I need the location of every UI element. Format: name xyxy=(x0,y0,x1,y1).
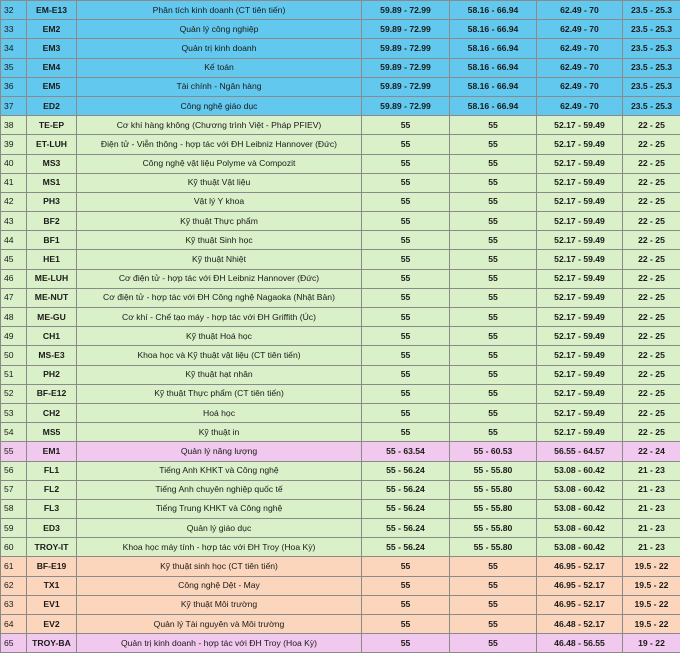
score-range-4: 22 - 25 xyxy=(623,250,680,269)
table-row xyxy=(1,423,680,442)
score-range-1: 55 xyxy=(362,173,450,192)
score-range-4: 21 - 23 xyxy=(623,538,680,557)
score-range-3: 46.95 - 52.17 xyxy=(537,576,623,595)
score-range-3: 46.95 - 52.17 xyxy=(537,595,623,614)
program-name: Tiếng Anh KHKT và Công nghệ xyxy=(77,461,362,480)
program-name: Quản lý công nghiệp xyxy=(77,20,362,39)
score-range-1: 55 xyxy=(362,231,450,250)
program-name: Tiếng Anh chuyên nghiệp quốc tế xyxy=(77,480,362,499)
score-range-3: 52.17 - 59.49 xyxy=(537,192,623,211)
program-name: Công nghệ vật liệu Polyme và Compozit xyxy=(77,154,362,173)
program-name: Kỹ thuật Thực phẩm xyxy=(77,212,362,231)
score-range-2: 55 - 60.53 xyxy=(450,442,537,461)
table-row xyxy=(1,403,680,422)
table-row xyxy=(1,595,680,614)
score-range-3: 52.17 - 59.49 xyxy=(537,269,623,288)
program-name: Kế toán xyxy=(77,58,362,77)
score-range-3: 62.49 - 70 xyxy=(537,39,623,58)
score-range-3: 62.49 - 70 xyxy=(537,77,623,96)
score-range-1: 55 xyxy=(362,365,450,384)
program-code: PH2 xyxy=(27,365,77,384)
score-range-3: 62.49 - 70 xyxy=(537,1,623,20)
score-range-4: 22 - 25 xyxy=(623,346,680,365)
score-range-2: 55 xyxy=(450,288,537,307)
score-range-3: 46.48 - 56.55 xyxy=(537,634,623,653)
score-range-1: 59.89 - 72.99 xyxy=(362,1,450,20)
program-name: Quản lý năng lượng xyxy=(77,442,362,461)
score-range-1: 55 xyxy=(362,346,450,365)
score-range-3: 52.17 - 59.49 xyxy=(537,423,623,442)
score-range-4: 23.5 - 25.3 xyxy=(623,96,680,115)
score-range-4: 21 - 23 xyxy=(623,480,680,499)
score-range-3: 62.49 - 70 xyxy=(537,58,623,77)
program-name: Khoa học máy tính - hợp tác với ĐH Troy (Hoa Kỳ) xyxy=(77,538,362,557)
table-row xyxy=(1,116,680,135)
score-range-1: 55 xyxy=(362,615,450,634)
score-range-3: 52.17 - 59.49 xyxy=(537,288,623,307)
program-code: MS3 xyxy=(27,154,77,173)
program-code: TROY-IT xyxy=(27,538,77,557)
score-range-2: 55 xyxy=(450,269,537,288)
score-range-3: 52.17 - 59.49 xyxy=(537,231,623,250)
score-range-2: 55 - 55.80 xyxy=(450,519,537,538)
program-code: PH3 xyxy=(27,192,77,211)
row-number: 49 xyxy=(1,327,27,346)
row-number: 54 xyxy=(1,423,27,442)
row-number: 38 xyxy=(1,116,27,135)
table-row xyxy=(1,365,680,384)
program-name: Cơ khí - Chế tạo máy - hợp tác với ĐH Griffith (Úc) xyxy=(77,308,362,327)
score-range-2: 58.16 - 66.94 xyxy=(450,20,537,39)
score-range-4: 22 - 25 xyxy=(623,384,680,403)
score-range-4: 19.5 - 22 xyxy=(623,557,680,576)
row-number: 59 xyxy=(1,519,27,538)
score-range-1: 55 - 56.24 xyxy=(362,499,450,518)
score-range-3: 53.08 - 60.42 xyxy=(537,480,623,499)
score-range-4: 22 - 25 xyxy=(623,192,680,211)
score-range-1: 55 - 56.24 xyxy=(362,480,450,499)
score-range-4: 23.5 - 25.3 xyxy=(623,20,680,39)
score-range-3: 53.08 - 60.42 xyxy=(537,461,623,480)
row-number: 33 xyxy=(1,20,27,39)
program-name: Tài chính - Ngân hàng xyxy=(77,77,362,96)
program-name: Tiếng Trung KHKT và Công nghệ xyxy=(77,499,362,518)
row-number: 65 xyxy=(1,634,27,653)
row-number: 46 xyxy=(1,269,27,288)
table-row xyxy=(1,154,680,173)
score-range-1: 55 xyxy=(362,250,450,269)
row-number: 42 xyxy=(1,192,27,211)
score-range-2: 55 xyxy=(450,365,537,384)
table-row xyxy=(1,192,680,211)
row-number: 64 xyxy=(1,615,27,634)
score-range-3: 52.17 - 59.49 xyxy=(537,154,623,173)
score-range-4: 21 - 23 xyxy=(623,499,680,518)
score-range-3: 52.17 - 59.49 xyxy=(537,327,623,346)
table-row xyxy=(1,442,680,461)
score-range-2: 55 xyxy=(450,231,537,250)
score-range-4: 22 - 25 xyxy=(623,154,680,173)
row-number: 40 xyxy=(1,154,27,173)
table-row xyxy=(1,288,680,307)
score-range-2: 55 xyxy=(450,308,537,327)
score-range-2: 55 - 55.80 xyxy=(450,499,537,518)
score-range-1: 55 xyxy=(362,308,450,327)
score-range-1: 55 xyxy=(362,269,450,288)
score-range-2: 55 xyxy=(450,116,537,135)
score-range-4: 22 - 25 xyxy=(623,212,680,231)
row-number: 47 xyxy=(1,288,27,307)
row-number: 51 xyxy=(1,365,27,384)
program-code: EM2 xyxy=(27,20,77,39)
table-row xyxy=(1,327,680,346)
program-code: EM-E13 xyxy=(27,1,77,20)
program-code: EV2 xyxy=(27,615,77,634)
score-range-2: 55 - 55.80 xyxy=(450,461,537,480)
score-range-1: 59.89 - 72.99 xyxy=(362,96,450,115)
program-code: ED2 xyxy=(27,96,77,115)
program-name: Cơ khí hàng không (Chương trình Việt - Pháp PFIEV) xyxy=(77,116,362,135)
score-range-1: 59.89 - 72.99 xyxy=(362,39,450,58)
table-row xyxy=(1,250,680,269)
program-code: BF1 xyxy=(27,231,77,250)
program-code: MS-E3 xyxy=(27,346,77,365)
score-range-2: 58.16 - 66.94 xyxy=(450,77,537,96)
score-range-3: 52.17 - 59.49 xyxy=(537,173,623,192)
table-row xyxy=(1,384,680,403)
score-range-4: 22 - 24 xyxy=(623,442,680,461)
score-range-1: 55 - 56.24 xyxy=(362,519,450,538)
score-range-2: 58.16 - 66.94 xyxy=(450,58,537,77)
program-code: ET-LUH xyxy=(27,135,77,154)
score-range-2: 55 xyxy=(450,595,537,614)
program-code: EM4 xyxy=(27,58,77,77)
score-range-4: 19.5 - 22 xyxy=(623,615,680,634)
score-range-2: 55 xyxy=(450,384,537,403)
table-row xyxy=(1,615,680,634)
score-range-4: 22 - 25 xyxy=(623,327,680,346)
row-number: 32 xyxy=(1,1,27,20)
score-range-1: 55 xyxy=(362,288,450,307)
program-code: ME-GU xyxy=(27,308,77,327)
program-name: Phân tích kinh doanh (CT tiên tiến) xyxy=(77,1,362,20)
score-range-3: 46.48 - 52.17 xyxy=(537,615,623,634)
table-row xyxy=(1,538,680,557)
table-row xyxy=(1,461,680,480)
row-number: 63 xyxy=(1,595,27,614)
row-number: 45 xyxy=(1,250,27,269)
table-row xyxy=(1,269,680,288)
score-range-2: 58.16 - 66.94 xyxy=(450,39,537,58)
score-range-1: 55 xyxy=(362,135,450,154)
program-name: Quản lý giáo dục xyxy=(77,519,362,538)
row-number: 50 xyxy=(1,346,27,365)
score-range-3: 53.08 - 60.42 xyxy=(537,499,623,518)
program-code: BF2 xyxy=(27,212,77,231)
score-range-3: 53.08 - 60.42 xyxy=(537,538,623,557)
program-code: FL1 xyxy=(27,461,77,480)
table-row xyxy=(1,231,680,250)
score-range-3: 52.17 - 59.49 xyxy=(537,365,623,384)
program-name: Kỹ thuật Hoá học xyxy=(77,327,362,346)
table-row xyxy=(1,557,680,576)
score-range-2: 55 xyxy=(450,576,537,595)
score-range-1: 55 - 63.54 xyxy=(362,442,450,461)
score-range-4: 22 - 25 xyxy=(623,423,680,442)
score-range-4: 22 - 25 xyxy=(623,269,680,288)
score-range-3: 62.49 - 70 xyxy=(537,96,623,115)
program-code: CH2 xyxy=(27,403,77,422)
score-range-4: 22 - 25 xyxy=(623,365,680,384)
row-number: 58 xyxy=(1,499,27,518)
score-range-4: 23.5 - 25.3 xyxy=(623,58,680,77)
table-row xyxy=(1,20,680,39)
program-name: Kỹ thuật Nhiệt xyxy=(77,250,362,269)
score-range-4: 22 - 25 xyxy=(623,116,680,135)
program-code: CH1 xyxy=(27,327,77,346)
score-range-3: 52.17 - 59.49 xyxy=(537,308,623,327)
program-name: Công nghệ giáo dục xyxy=(77,96,362,115)
program-name: Hoá học xyxy=(77,403,362,422)
score-range-3: 52.17 - 59.49 xyxy=(537,346,623,365)
table-row xyxy=(1,39,680,58)
program-code: MS5 xyxy=(27,423,77,442)
score-range-4: 22 - 25 xyxy=(623,403,680,422)
table-row xyxy=(1,96,680,115)
score-range-2: 55 xyxy=(450,403,537,422)
program-code: TE-EP xyxy=(27,116,77,135)
score-range-3: 52.17 - 59.49 xyxy=(537,384,623,403)
program-name: Kỹ thuật in xyxy=(77,423,362,442)
table-row xyxy=(1,519,680,538)
table-row xyxy=(1,173,680,192)
score-range-1: 55 - 56.24 xyxy=(362,461,450,480)
score-range-1: 55 xyxy=(362,576,450,595)
row-number: 41 xyxy=(1,173,27,192)
score-range-2: 58.16 - 66.94 xyxy=(450,96,537,115)
score-range-4: 22 - 25 xyxy=(623,308,680,327)
table-row xyxy=(1,1,680,20)
row-number: 52 xyxy=(1,384,27,403)
score-range-3: 52.17 - 59.49 xyxy=(537,212,623,231)
score-range-4: 22 - 25 xyxy=(623,288,680,307)
program-name: Kỹ thuật Môi trường xyxy=(77,595,362,614)
program-name: Vật lý Y khoa xyxy=(77,192,362,211)
program-code: ED3 xyxy=(27,519,77,538)
score-range-4: 23.5 - 25.3 xyxy=(623,39,680,58)
score-range-4: 21 - 23 xyxy=(623,519,680,538)
program-name: Quản trị kinh doanh xyxy=(77,39,362,58)
score-range-1: 59.89 - 72.99 xyxy=(362,77,450,96)
row-number: 57 xyxy=(1,480,27,499)
table-row xyxy=(1,135,680,154)
row-number: 37 xyxy=(1,96,27,115)
score-range-4: 22 - 25 xyxy=(623,135,680,154)
program-name: Quản trị kinh doanh - hợp tác với ĐH Troy (Hoa Kỳ) xyxy=(77,634,362,653)
program-name: Khoa học và Kỹ thuật vật liệu (CT tiên tiến) xyxy=(77,346,362,365)
score-range-3: 52.17 - 59.49 xyxy=(537,135,623,154)
program-name: Cơ điện tử - hợp tác với ĐH Leibniz Hannover (Đức) xyxy=(77,269,362,288)
score-range-2: 55 xyxy=(450,135,537,154)
table-body xyxy=(1,1,680,653)
program-code: HE1 xyxy=(27,250,77,269)
score-range-2: 55 xyxy=(450,615,537,634)
score-range-2: 55 xyxy=(450,192,537,211)
score-range-4: 22 - 25 xyxy=(623,231,680,250)
row-number: 35 xyxy=(1,58,27,77)
table-row xyxy=(1,499,680,518)
score-range-2: 55 xyxy=(450,327,537,346)
program-name: Quản lý Tài nguyên và Môi trường xyxy=(77,615,362,634)
score-range-2: 55 xyxy=(450,423,537,442)
score-range-1: 55 xyxy=(362,423,450,442)
program-code: EM3 xyxy=(27,39,77,58)
score-range-4: 21 - 23 xyxy=(623,461,680,480)
score-range-1: 55 xyxy=(362,192,450,211)
table-row xyxy=(1,480,680,499)
score-range-1: 55 xyxy=(362,116,450,135)
table-row xyxy=(1,346,680,365)
score-range-2: 55 xyxy=(450,154,537,173)
table-row xyxy=(1,77,680,96)
score-range-3: 62.49 - 70 xyxy=(537,20,623,39)
row-number: 44 xyxy=(1,231,27,250)
program-code: MS1 xyxy=(27,173,77,192)
score-range-3: 52.17 - 59.49 xyxy=(537,116,623,135)
row-number: 60 xyxy=(1,538,27,557)
score-range-2: 55 - 55.80 xyxy=(450,480,537,499)
program-code: BF-E12 xyxy=(27,384,77,403)
table-row xyxy=(1,308,680,327)
row-number: 61 xyxy=(1,557,27,576)
score-range-1: 55 xyxy=(362,327,450,346)
score-range-1: 55 - 56.24 xyxy=(362,538,450,557)
score-range-1: 55 xyxy=(362,384,450,403)
table-row xyxy=(1,212,680,231)
score-range-3: 56.55 - 64.57 xyxy=(537,442,623,461)
program-code: ME-NUT xyxy=(27,288,77,307)
score-range-3: 52.17 - 59.49 xyxy=(537,250,623,269)
score-range-2: 55 xyxy=(450,212,537,231)
score-range-2: 55 xyxy=(450,634,537,653)
program-code: TROY-BA xyxy=(27,634,77,653)
score-range-2: 58.16 - 66.94 xyxy=(450,1,537,20)
table-row xyxy=(1,576,680,595)
program-code: ME-LUH xyxy=(27,269,77,288)
score-range-1: 55 xyxy=(362,595,450,614)
score-range-1: 55 xyxy=(362,212,450,231)
row-number: 62 xyxy=(1,576,27,595)
score-range-3: 46.95 - 52.17 xyxy=(537,557,623,576)
row-number: 53 xyxy=(1,403,27,422)
score-range-4: 23.5 - 25.3 xyxy=(623,77,680,96)
score-range-2: 55 xyxy=(450,173,537,192)
score-range-4: 22 - 25 xyxy=(623,173,680,192)
score-range-4: 19.5 - 22 xyxy=(623,595,680,614)
program-name: Kỹ thuật Vật liệu xyxy=(77,173,362,192)
program-code: FL2 xyxy=(27,480,77,499)
score-range-1: 55 xyxy=(362,557,450,576)
program-name: Điện tử - Viễn thông - hợp tác với ĐH Leibniz Hannover (Đức) xyxy=(77,135,362,154)
program-name: Kỹ thuật sinh học (CT tiên tiến) xyxy=(77,557,362,576)
score-range-3: 53.08 - 60.42 xyxy=(537,519,623,538)
row-number: 36 xyxy=(1,77,27,96)
program-code: EM1 xyxy=(27,442,77,461)
row-number: 56 xyxy=(1,461,27,480)
program-code: FL3 xyxy=(27,499,77,518)
score-range-2: 55 xyxy=(450,557,537,576)
row-number: 34 xyxy=(1,39,27,58)
score-range-1: 55 xyxy=(362,634,450,653)
score-range-4: 23.5 - 25.3 xyxy=(623,1,680,20)
score-range-1: 55 xyxy=(362,403,450,422)
row-number: 48 xyxy=(1,308,27,327)
row-number: 39 xyxy=(1,135,27,154)
program-name: Cơ điện tử - hợp tác với ĐH Công nghệ Nagaoka (Nhật Bản) xyxy=(77,288,362,307)
score-range-1: 55 xyxy=(362,154,450,173)
program-name: Kỹ thuật Thực phẩm (CT tiên tiến) xyxy=(77,384,362,403)
row-number: 55 xyxy=(1,442,27,461)
score-range-1: 59.89 - 72.99 xyxy=(362,20,450,39)
program-name: Công nghệ Dệt - May xyxy=(77,576,362,595)
score-range-4: 19 - 22 xyxy=(623,634,680,653)
program-code: EM5 xyxy=(27,77,77,96)
program-code: TX1 xyxy=(27,576,77,595)
table-row xyxy=(1,58,680,77)
score-range-3: 52.17 - 59.49 xyxy=(537,403,623,422)
program-name: Kỹ thuật hạt nhân xyxy=(77,365,362,384)
score-range-1: 59.89 - 72.99 xyxy=(362,58,450,77)
score-range-2: 55 - 55.80 xyxy=(450,538,537,557)
program-code: EV1 xyxy=(27,595,77,614)
program-name: Kỹ thuật Sinh học xyxy=(77,231,362,250)
row-number: 43 xyxy=(1,212,27,231)
score-range-2: 55 xyxy=(450,250,537,269)
program-code: BF-E19 xyxy=(27,557,77,576)
score-range-2: 55 xyxy=(450,346,537,365)
score-range-4: 19.5 - 22 xyxy=(623,576,680,595)
table-row xyxy=(1,634,680,653)
